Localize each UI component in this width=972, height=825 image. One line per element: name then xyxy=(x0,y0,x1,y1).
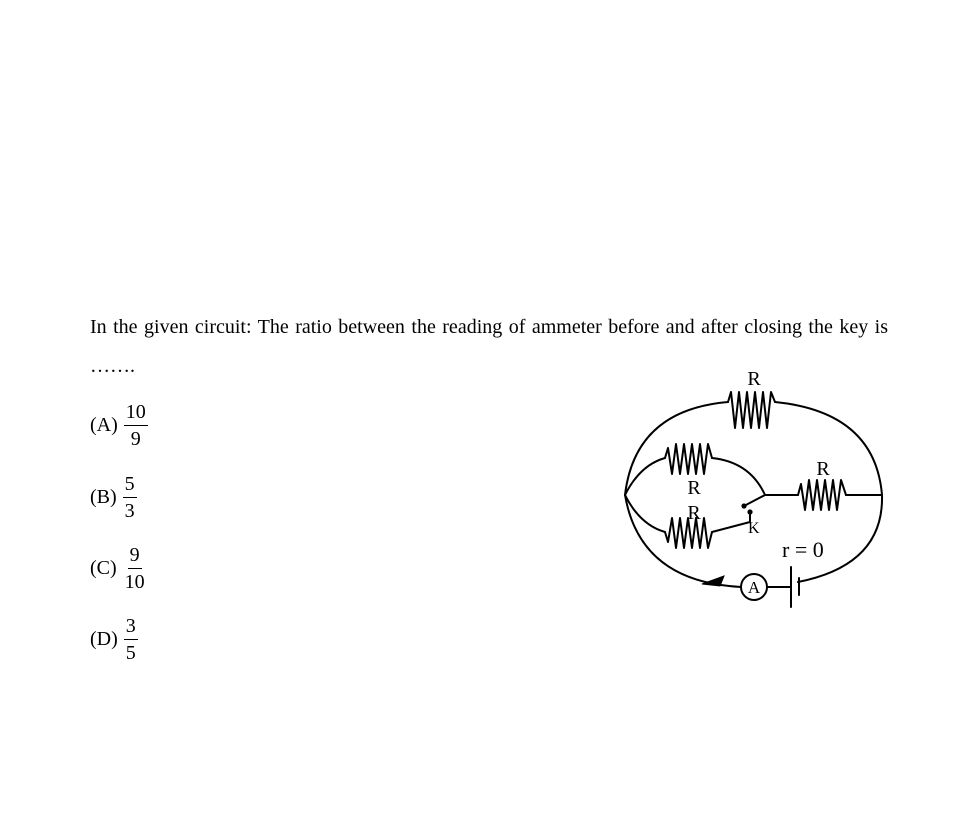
option-d[interactable] xyxy=(90,616,138,663)
resistor-upper-label: R xyxy=(687,477,701,499)
option-d-fraction xyxy=(124,616,138,663)
question-text: In the given circuit: The ratio between the reading of ammeter before and after closing the key is ……. xyxy=(90,316,888,377)
option-a-label: (A) xyxy=(90,414,118,436)
option-a[interactable] xyxy=(90,402,148,449)
resistor-top-label: R xyxy=(747,368,761,390)
option-d-denominator: 5 xyxy=(125,642,136,664)
option-b-denominator: 3 xyxy=(124,500,135,522)
circuit-diagram xyxy=(600,360,900,620)
resistor-top xyxy=(728,392,775,428)
option-d-numerator: 3 xyxy=(124,616,138,640)
option-b-label: (B) xyxy=(90,486,117,508)
option-b-fraction xyxy=(123,474,137,521)
option-c-denominator: 10 xyxy=(124,571,145,593)
option-c-label: (C) xyxy=(90,557,117,579)
upper-branch-left xyxy=(625,458,665,495)
option-b-numerator: 5 xyxy=(123,474,137,498)
ammeter-label: A xyxy=(747,578,761,597)
key-contact-upper xyxy=(741,503,746,508)
key-upper-wire xyxy=(744,495,765,506)
option-a-numerator: 10 xyxy=(124,402,148,426)
resistor-right-label: R xyxy=(816,458,830,480)
option-c[interactable] xyxy=(90,545,147,592)
internal-resistance-label: r = 0 xyxy=(782,537,824,562)
option-b[interactable] xyxy=(90,474,137,521)
lower-branch-left xyxy=(625,495,665,532)
lower-branch-right xyxy=(712,512,750,532)
option-c-fraction xyxy=(123,545,147,592)
resistor-right xyxy=(798,480,846,510)
option-d-label: (D) xyxy=(90,628,118,650)
resistor-upper xyxy=(665,444,712,474)
option-c-numerator: 9 xyxy=(128,545,142,569)
outer-arc-top-right xyxy=(775,402,882,495)
option-a-fraction xyxy=(124,402,148,449)
resistor-lower-label: R xyxy=(687,502,701,524)
key-contact-lower xyxy=(747,509,752,514)
key-label: K xyxy=(748,520,760,537)
option-a-denominator: 9 xyxy=(130,428,141,450)
upper-branch-right xyxy=(712,458,765,495)
